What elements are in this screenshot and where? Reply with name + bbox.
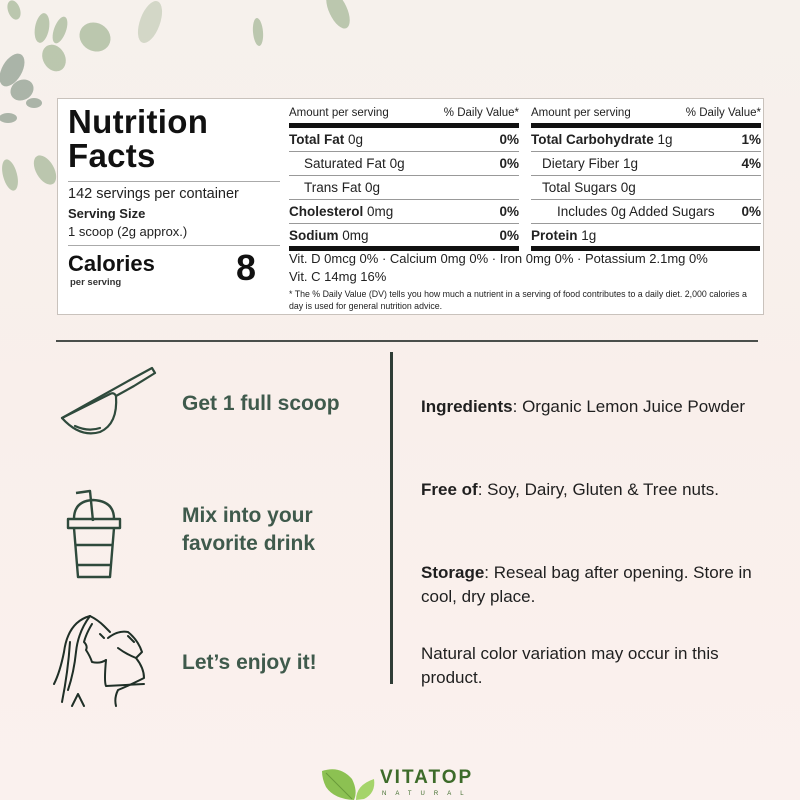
step-text: Mix into your favorite drink: [182, 504, 316, 555]
nutrient-row: Total Sugars 0g: [531, 176, 761, 200]
nutrient-row: Saturated Fat 0g 0%: [289, 152, 519, 176]
nutrition-facts-label: [57, 98, 764, 315]
scoop-icon: [58, 366, 158, 446]
vitamins-line: Vit. D 0mcg 0% · Calcium 0mg 0% · Iron 0mg 0% · Potassium 2.1mg 0%: [289, 251, 708, 266]
drink-cup-icon: [66, 487, 124, 579]
calories-value: 8: [236, 247, 257, 288]
color-variation-note: Natural color variation may occur in this product.: [421, 644, 719, 687]
storage-info: Storage: Reseal bag after opening. Store in cool, dry place.: [421, 563, 752, 606]
nutrient-column-right: [531, 105, 761, 248]
divider: [68, 245, 280, 246]
vertical-divider: [390, 352, 393, 684]
nutrient-row: Includes 0g Added Sugars 0%: [531, 200, 761, 224]
nutrient-row: Sodium 0mg 0%: [289, 228, 519, 243]
column-header: Amount per serving % Daily Value*: [531, 107, 761, 119]
vitamins-line: Vit. C 14mg 16%: [289, 269, 387, 284]
woman-drinking-icon: [48, 612, 148, 707]
divider: [68, 181, 280, 182]
nutrition-title: Nutrition Facts: [68, 103, 209, 174]
column-header: Amount per serving % Daily Value*: [289, 107, 519, 119]
horizontal-divider: [56, 340, 758, 342]
step-text: Get 1 full scoop: [182, 392, 340, 415]
serving-size-label: Serving Size: [68, 206, 146, 221]
step-text: Let’s enjoy it!: [182, 651, 317, 674]
free-of-info: Free of: Soy, Dairy, Gluten & Tree nuts.: [421, 480, 719, 499]
nutrient-row: Total Carbohydrate 1g 1%: [531, 128, 761, 152]
nutrient-column-left: [289, 105, 519, 248]
nutrient-row: Cholesterol 0mg 0%: [289, 200, 519, 224]
daily-value-footnote: * The % Daily Value (DV) tells you how much a nutrient in a serving of food contributes to a daily diet. 2,000 calories a day is used for general nutrition advice.: [289, 289, 747, 311]
nutrient-row: Trans Fat 0g: [289, 176, 519, 200]
ingredients-info: Ingredients: Organic Lemon Juice Powder: [421, 397, 746, 416]
nutrient-row: Protein 1g: [531, 228, 597, 243]
nutrient-row: Total Fat 0g 0%: [289, 128, 519, 152]
brand-sub: NATURAL: [382, 791, 473, 797]
brand-logo: [320, 765, 490, 800]
calories-sub: per serving: [70, 277, 122, 288]
serving-size-value: 1 scoop (2g approx.): [68, 224, 188, 239]
leaf-icon: [320, 765, 376, 800]
brand-name: VITATOP: [380, 767, 474, 788]
calories-label: Calories: [68, 251, 155, 276]
servings-per-container: 142 servings per container: [68, 186, 239, 202]
nutrient-row: Dietary Fiber 1g 4%: [531, 152, 761, 176]
